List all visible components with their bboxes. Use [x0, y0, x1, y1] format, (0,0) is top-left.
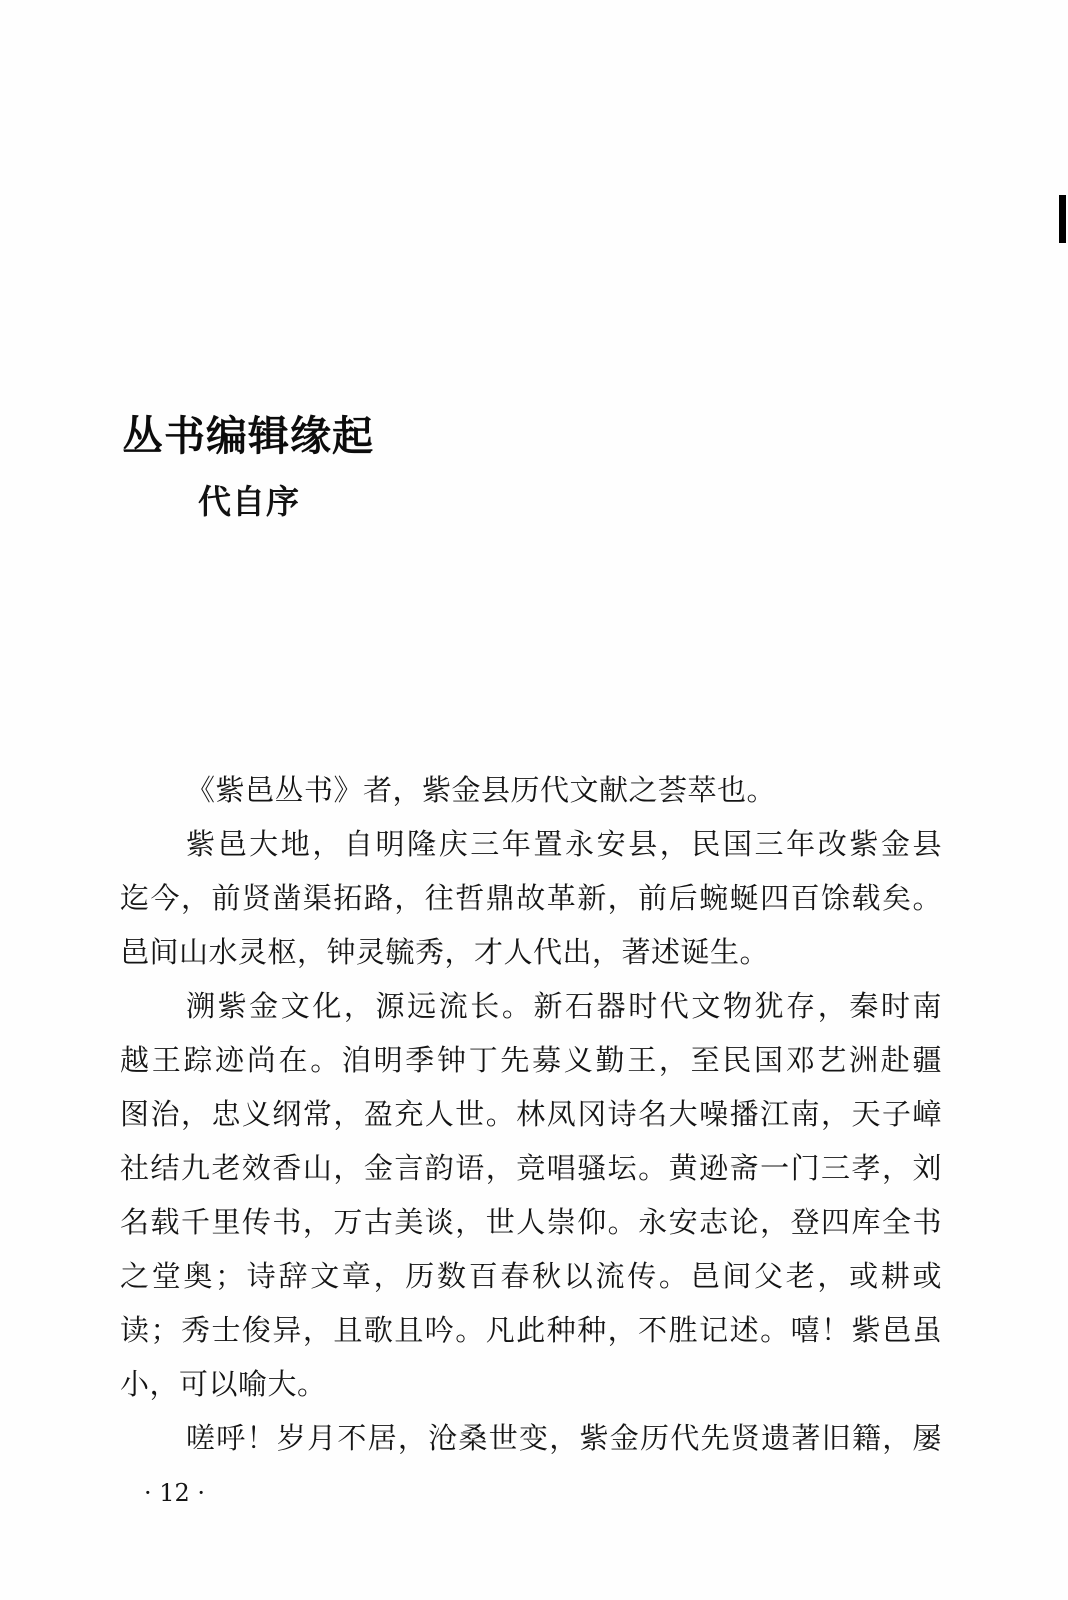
text-line: 邑间山水灵枢，钟灵毓秀，才人代出，著述诞生。: [120, 935, 770, 969]
section-subtitle: 代自序: [198, 482, 300, 521]
text-line: 溯紫金文化，源远流长。新石器时代文物犹存，秦时南: [186, 989, 942, 1023]
text-line: 读；秀士俊异，且歌且吟。凡此种种，不胜记述。嘻！紫邑虽: [120, 1313, 942, 1347]
section-title: 丛书编辑缘起: [122, 412, 374, 460]
text-line: 紫邑大地，自明隆庆三年置永安县，民国三年改紫金县: [186, 827, 942, 861]
page-number: · 12 ·: [144, 1479, 206, 1507]
text-line: 越王踪迹尚在。洎明季钟丁先募义勤王，至民国邓艺洲赴疆: [120, 1043, 942, 1077]
text-line: 嗟呼！岁月不居，沧桑世变，紫金历代先贤遗著旧籍，屡: [186, 1421, 942, 1455]
text-line: 之堂奥；诗辞文章，历数百春秋以流传。邑间父老，或耕或: [120, 1259, 942, 1293]
text-line: 社结九老效香山，金言韵语，竞唱骚坛。黄逊斋一门三孝，刘: [120, 1151, 942, 1185]
text-line: 迄今，前贤凿渠拓路，往哲鼎故革新，前后蜿蜒四百馀载矣。: [120, 881, 942, 915]
body-text: [120, 763, 942, 1465]
text-line: 图治，忠义纲常，盈充人世。林凤冈诗名大噪播江南，天子嶂: [120, 1097, 942, 1131]
text-line: 名载千里传书，万古美谈，世人崇仰。永安志论，登四库全书: [120, 1205, 942, 1239]
text-line: 《紫邑丛书》者，紫金县历代文献之荟萃也。: [186, 773, 777, 807]
text-line: 小，可以喻大。: [120, 1367, 327, 1401]
scan-edge-mark: [1059, 195, 1066, 243]
